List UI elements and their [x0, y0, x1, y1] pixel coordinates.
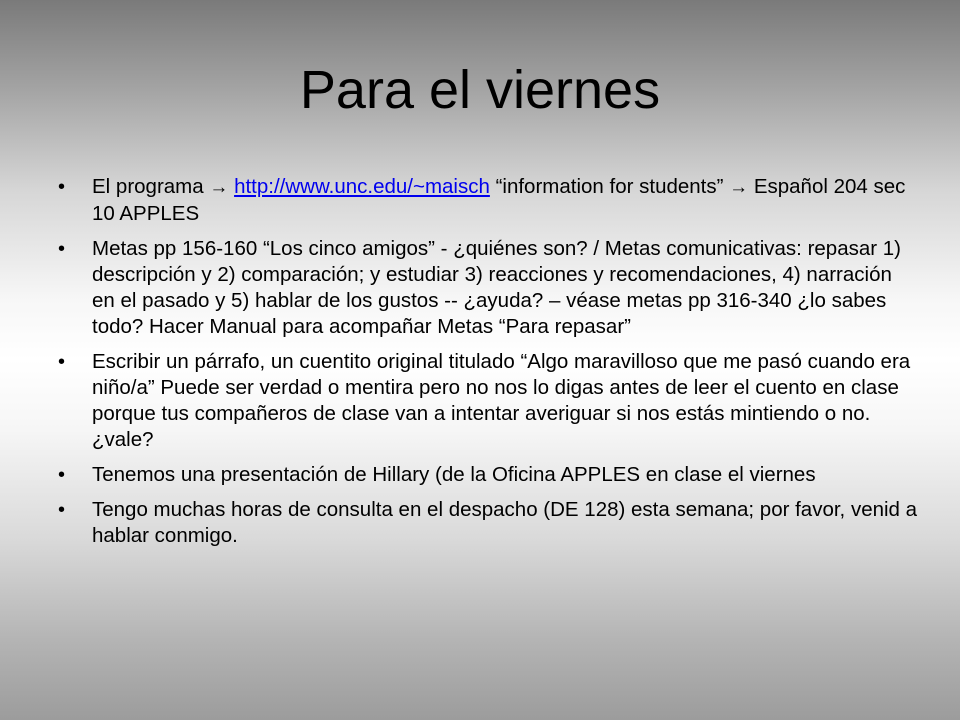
bullet-text: Español 204 sec 10 APPLES [92, 175, 906, 225]
bullet-item-escribir [58, 349, 918, 453]
bullet-item-presentacion [58, 462, 918, 488]
bullet-icon: • [58, 238, 66, 260]
bullet-list [58, 174, 918, 558]
program-link[interactable]: http://www.unc.edu/~maisch [234, 175, 490, 198]
bullet-icon: • [58, 351, 66, 373]
bullet-text: El programa [92, 175, 210, 198]
slide-title: Para el viernes [299, 60, 661, 120]
bullet-icon: • [58, 176, 66, 198]
bullet-item-program [58, 174, 918, 227]
bullet-text: Escribir un párrafo, un cuentito original titulado “Algo maravilloso que me pasó cuando era niño/a” Puede ser verdad o mentira pero no nos lo digas antes de leer el cuento en clase porque tus compañeros de clase van a intentar averiguar si nos estás mintiendo o no. ¿vale? [92, 350, 911, 451]
bullet-text: Tengo muchas horas de consulta en el despacho (DE 128) esta semana; por favor, venid a hablar conmigo. [92, 498, 918, 547]
bullet-text: Tenemos una presentación de Hillary (de la Oficina APPLES en clase el viernes [92, 463, 816, 486]
bullet-text: “information for students” [489, 175, 730, 198]
bullet-item-consulta [58, 497, 918, 549]
bullet-text: Metas pp 156-160 “Los cinco amigos” - ¿quiénes son? / Metas comunicativas: repasar 1) descripción y 2) comparación; y estudiar 3) reacciones y recomendaciones, 4) narración en el pasado y 5) hablar de los gustos -- ¿ayuda? – véase metas pp 316-340 ¿lo sabes todo? Hacer Manual para acompañar Metas “Para repasar” [92, 237, 901, 338]
bullet-item-metas [58, 236, 918, 340]
bullet-icon: • [58, 464, 66, 486]
arrow-right-icon: → [729, 177, 749, 198]
arrow-right-icon: → [209, 177, 229, 198]
bullet-icon: • [58, 499, 66, 521]
